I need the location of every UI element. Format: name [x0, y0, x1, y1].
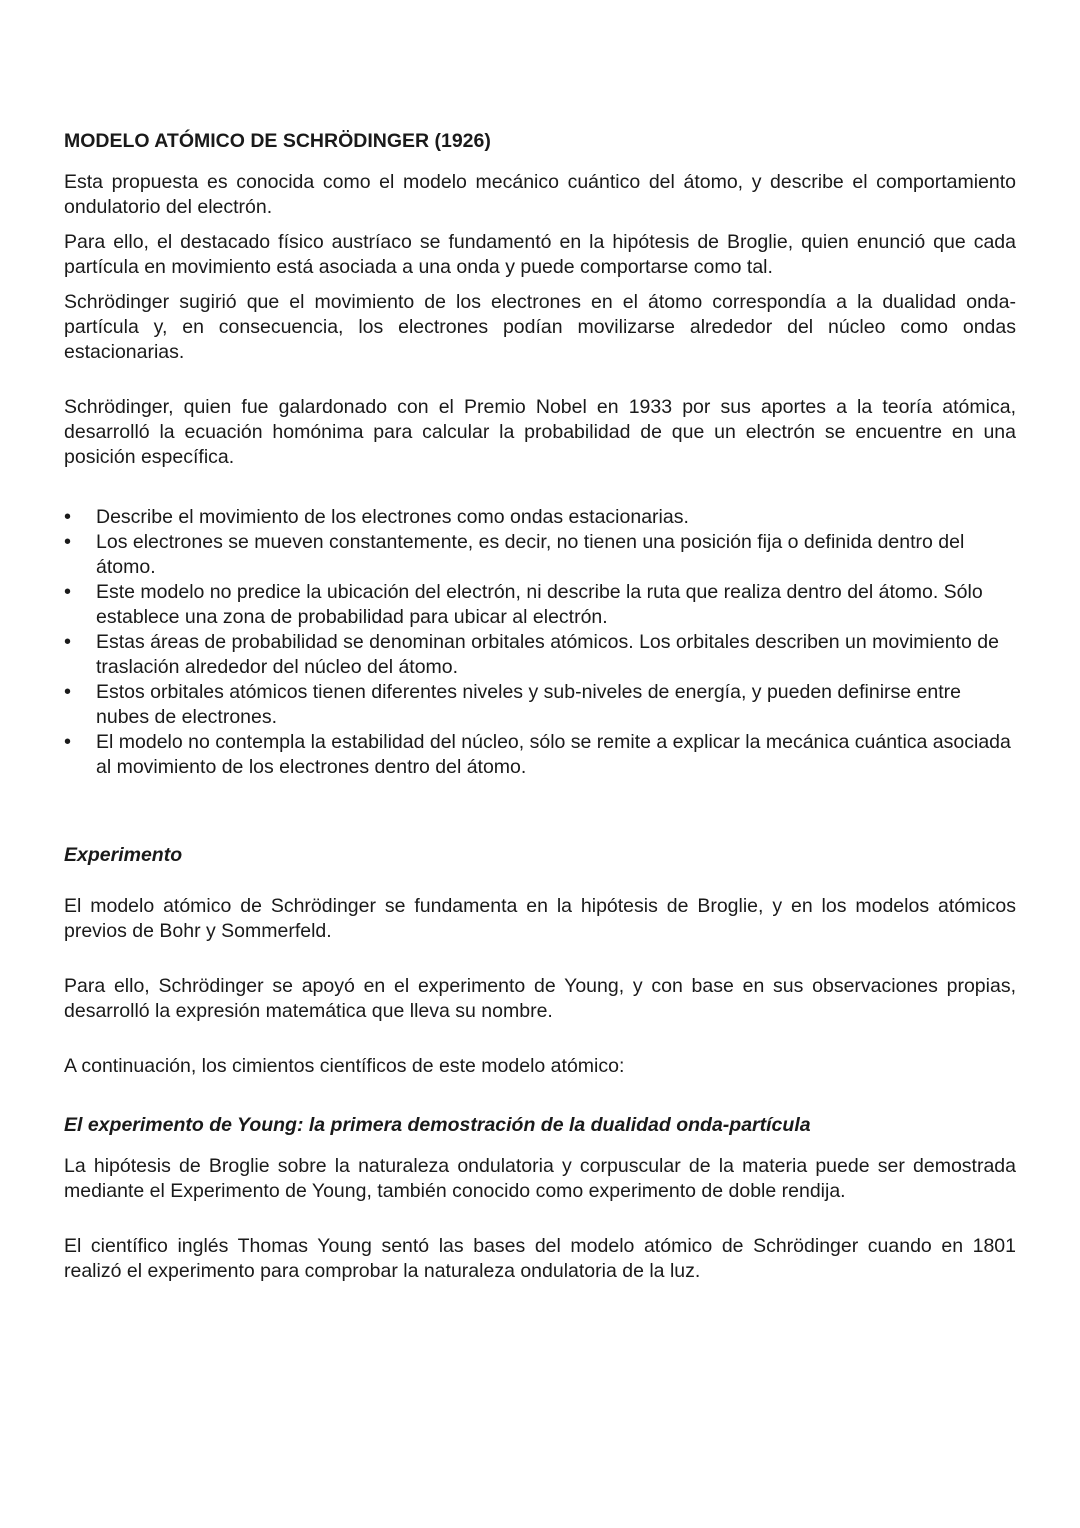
characteristics-list [64, 505, 1016, 780]
intro-paragraph-3: Schrödinger sugirió que el movimiento de los electrones en el átomo correspondía a la dualidad onda-partícula y, en consecuencia, los electrones podían movilizarse alrededor del núcleo como ondas estacionarias. [64, 291, 1016, 363]
young-paragraph-1: La hipótesis de Broglie sobre la naturaleza ondulatoria y corpuscular de la materia puede ser demostrada mediante el Experimento de Young, también conocido como experimento de doble rendija. [64, 1155, 1016, 1202]
experiment-paragraph-1: El modelo atómico de Schrödinger se fundamenta en la hipótesis de Broglie, y en los modelos atómicos previos de Bohr y Sommerfeld. [64, 895, 1016, 942]
list-item: • El modelo no contempla la estabilidad del núcleo, sólo se remite a explicar la mecánica cuántica asociada al movimiento de los electrones dentro del átomo. [64, 730, 1016, 780]
experiment-heading: Experimento [64, 844, 183, 866]
list-item: • Estas áreas de probabilidad se denominan orbitales atómicos. Los orbitales describen un movimiento de traslación alrededor del núcleo del átomo. [64, 630, 1016, 680]
young-heading: El experimento de Young: la primera demostración de la dualidad onda-partícula [64, 1114, 811, 1136]
document-page [64, 128, 1016, 1284]
list-item: • Este modelo no predice la ubicación del electrón, ni describe la ruta que realiza dentro del átomo. Sólo establece una zona de probabilidad para ubicar al electrón. [64, 580, 1016, 630]
experiment-paragraph-2: Para ello, Schrödinger se apoyó en el experimento de Young, y con base en sus observaciones propias, desarrolló la expresión matemática que lleva su nombre. [64, 975, 1016, 1022]
young-paragraph-2: El científico inglés Thomas Young sentó las bases del modelo atómico de Schrödinger cuando en 1801 realizó el experimento para comprobar la naturaleza ondulatoria de la luz. [64, 1235, 1016, 1282]
intro-paragraph-1: Esta propuesta es conocida como el modelo mecánico cuántico del átomo, y describe el comportamiento ondulatorio del electrón. [64, 171, 1016, 218]
intro-paragraph-2: Para ello, el destacado físico austríaco se fundamentó en la hipótesis de Broglie, quien enunció que cada partícula en movimiento está asociada a una onda y puede comportarse como tal. [64, 231, 1016, 278]
experiment-paragraph-3: A continuación, los cimientos científicos de este modelo atómico: [64, 1055, 625, 1077]
list-item: • Estos orbitales atómicos tienen diferentes niveles y sub-niveles de energía, y pueden definirse entre nubes de electrones. [64, 680, 1016, 730]
list-item: • Describe el movimiento de los electrones como ondas estacionarias. [64, 505, 1016, 530]
document-title: MODELO ATÓMICO DE SCHRÖDINGER (1926) [64, 130, 491, 152]
list-item: • Los electrones se mueven constantemente, es decir, no tienen una posición fija o definida dentro del átomo. [64, 530, 1016, 580]
intro-paragraph-4: Schrödinger, quien fue galardonado con el Premio Nobel en 1933 por sus aportes a la teoría atómica, desarrolló la ecuación homónima para calcular la probabilidad de que un electrón se encuentre en una posición específica. [64, 396, 1016, 468]
